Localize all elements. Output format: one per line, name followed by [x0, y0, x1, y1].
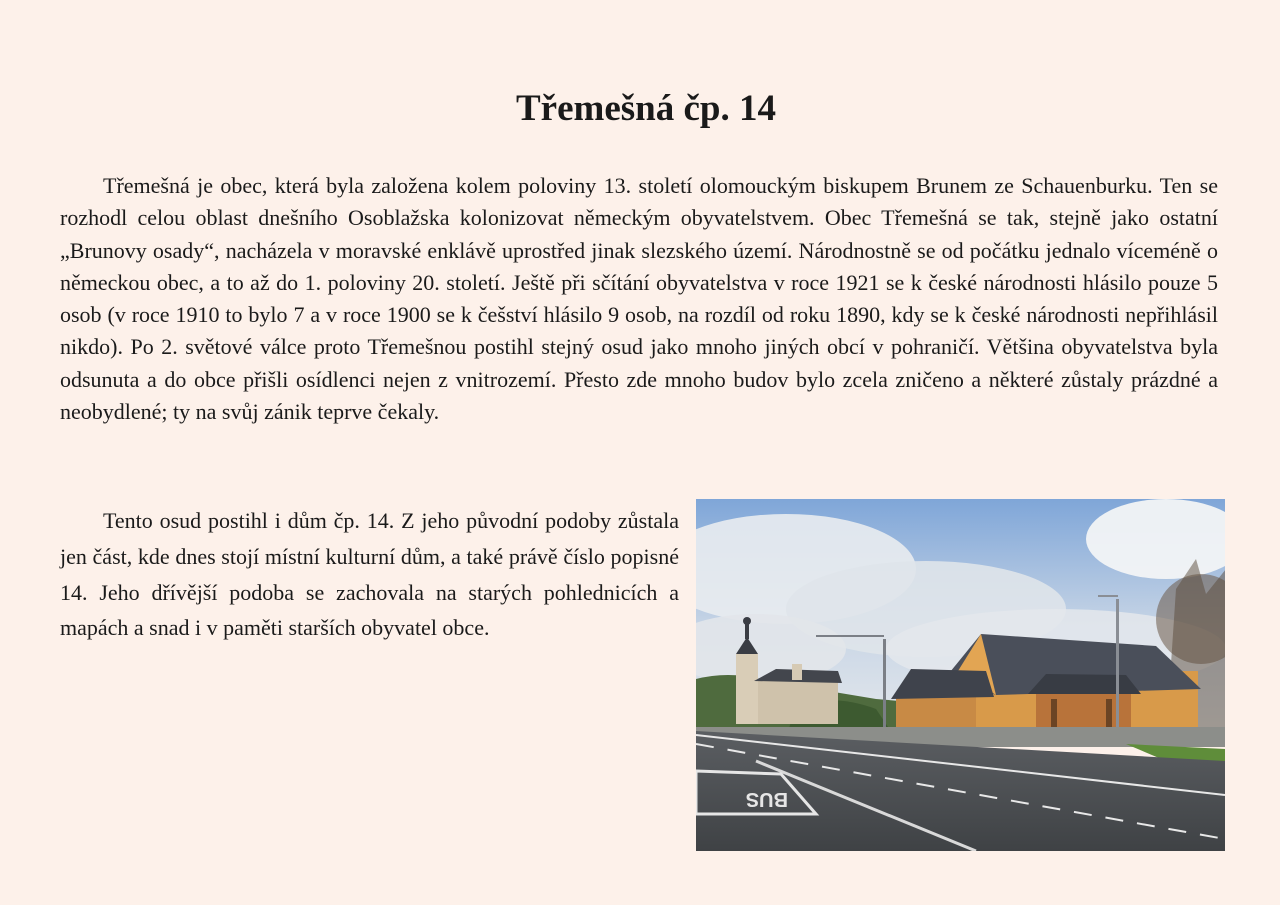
intro-paragraph: Třemešná je obec, která byla založena kolem poloviny 13. století olomouckým biskupem Brunem ze Schauenburku. Ten se rozhodl celou oblast dnešního Osoblažska kolonizovat německým obyvatelstvem. Obec Třemešná se tak, stejně jako ostatní „Brunovy osady“, nacházela v moravské enklávě uprostřed jinak slezského území. Národnostně se od počátku jednalo víceméně o německou obec, a to až do 1. poloviny 20. století. Ještě při sčítání obyvatelstva v roce 1921 se k české národnosti hlásilo pouze 5 osob (v roce 1910 to bylo 7 a v roce 1900 se k češství hlásilo 9 osob, na rozdíl od roku 1890, kdy se k české národnosti nepřihlásil nikdo). Po 2. světové válce proto Třemešnou postihl stejný osud jako mnoho jiných obcí v pohraničí. Většina obyvatelstva byla odsunuta a do obce přišli osídlenci nejen z vnitrozemí. Přesto zde mnoho budov bylo zcela zničeno a některé zůstaly prázdné a neobydlené; ty na svůj zánik teprve čekaly. — [60, 173, 1218, 425]
house-paragraph: Tento osud postihl i dům čp. 14. Z jeho původní podoby zůstala jen část, kde dnes stojí místní kulturní dům, a také právě číslo popisné 14. Jeho dřívější podoba se zachovala na starých pohlednicích a mapách a snad i v paměti starších obyvatel obce. — [60, 508, 679, 641]
bus-road-marking: BUS — [745, 788, 788, 810]
page-title: Třemešná čp. 14 — [516, 88, 776, 129]
village-photo — [696, 499, 1225, 851]
